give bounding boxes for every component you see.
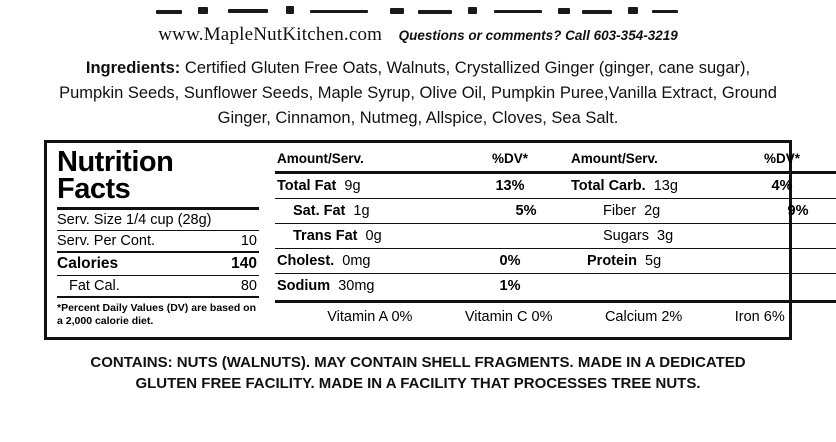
header-dv-right: %DV* bbox=[763, 151, 800, 167]
nutrient-right-dv bbox=[759, 228, 836, 244]
nutrient-right-name: Protein 5g bbox=[587, 253, 662, 270]
allergen-line-2: GLUTEN FREE FACILITY. MADE IN A FACILITY THAT PROCESSES TREE NUTS. bbox=[135, 375, 701, 393]
nutrient-right-dv bbox=[743, 278, 821, 294]
ingredients-heading: Ingredients: bbox=[85, 59, 181, 77]
nutrient-left-dv: 13% bbox=[495, 178, 525, 195]
torn-edge-artifacts bbox=[150, 4, 690, 20]
fat-calories-row bbox=[57, 276, 259, 296]
table-row bbox=[275, 171, 836, 198]
vitamin-a: Vitamin A 0% bbox=[327, 309, 413, 326]
fat-calories-label: Fat Cal. bbox=[69, 277, 120, 294]
nutrient-right-dv: 9% bbox=[787, 203, 809, 220]
vitamin-c: Vitamin C 0% bbox=[464, 309, 553, 326]
allergen-line-1: CONTAINS: NUTS (WALNUTS). MAY CONTAIN SHELL FRAGMENTS. MADE IN A DEDICATED bbox=[90, 354, 746, 372]
nutrition-facts-panel bbox=[44, 140, 809, 340]
servings-per-container-label: Serv. Per Cont. bbox=[57, 232, 156, 249]
nutrient-left-name: Sat. Fat 1g bbox=[293, 203, 370, 220]
ingredients-text: Certified Gluten Free Oats, Walnuts, Crystallized Ginger (ginger, cane sugar), Pumpkin Seeds, Sunflower Seeds, Maple Syrup, Olive Oil, Pumpkin Puree,Vanilla Extract, Ground Ginger, Cinnamon, Nutmeg, Allspice, Cloves, Sea Salt. bbox=[59, 59, 777, 127]
nutrition-left-column bbox=[53, 147, 265, 333]
nutrient-left-name: Sodium 30mg bbox=[277, 278, 375, 295]
header-amount-right: Amount/Serv. bbox=[571, 151, 658, 167]
calories-row bbox=[57, 253, 259, 275]
nutrition-title-line1: Nutrition bbox=[57, 146, 174, 179]
nutrition-rows-container bbox=[275, 171, 836, 298]
nutrient-right-name: Fiber 2g bbox=[603, 203, 661, 220]
servings-per-container-row bbox=[57, 231, 259, 251]
serving-size-row bbox=[57, 210, 259, 230]
nutrient-left-dv: 1% bbox=[499, 278, 521, 295]
nutrient-left-dv: 5% bbox=[515, 203, 537, 220]
nutrient-left-name: Total Fat 9g bbox=[277, 178, 361, 195]
header-amount-left: Amount/Serv. bbox=[277, 151, 364, 167]
table-row bbox=[275, 198, 836, 223]
ingredients-paragraph bbox=[56, 56, 780, 130]
allergen-statement bbox=[46, 352, 790, 394]
vitamins-row bbox=[275, 300, 836, 325]
website-url[interactable]: www.MapleNutKitchen.com bbox=[158, 24, 383, 45]
nutrient-left-dv: 0% bbox=[499, 253, 521, 270]
servings-per-container-value: 10 bbox=[240, 232, 257, 249]
nutrition-facts-title bbox=[57, 146, 259, 205]
nutrient-right-dv bbox=[743, 253, 821, 269]
daily-value-footnote: *Percent Daily Values (DV) are based on a 2,000 calorie diet. bbox=[57, 301, 256, 327]
calories-label: Calories bbox=[57, 254, 119, 272]
nutrient-right-dv: 4% bbox=[771, 178, 793, 195]
table-row bbox=[275, 273, 836, 298]
nutrient-left-name: Trans Fat 0g bbox=[293, 228, 382, 245]
iron: Iron 6% bbox=[734, 309, 785, 326]
table-row bbox=[275, 223, 836, 248]
serving-size-label: Serv. Size 1/4 cup (28g) bbox=[57, 211, 212, 228]
table-row bbox=[275, 248, 836, 273]
nutrient-left-dv bbox=[483, 228, 569, 244]
nutrient-right-name: Total Carb. 13g bbox=[571, 178, 678, 195]
nutrition-title-line2: Facts bbox=[57, 172, 131, 205]
calories-value: 140 bbox=[231, 254, 257, 272]
nutrition-table-header bbox=[275, 147, 836, 171]
questions-phone: Questions or comments? Call 603-354-3219 bbox=[398, 28, 678, 43]
nutrient-left-name: Cholest. 0mg bbox=[277, 253, 371, 270]
calcium: Calcium 2% bbox=[604, 309, 683, 326]
nutrient-right-name: Sugars 3g bbox=[603, 228, 674, 245]
nutrient-right-name bbox=[553, 278, 743, 294]
nutrition-right-table bbox=[265, 147, 836, 333]
fat-calories-value: 80 bbox=[240, 277, 257, 294]
header-dv-left: %DV* bbox=[491, 151, 528, 167]
